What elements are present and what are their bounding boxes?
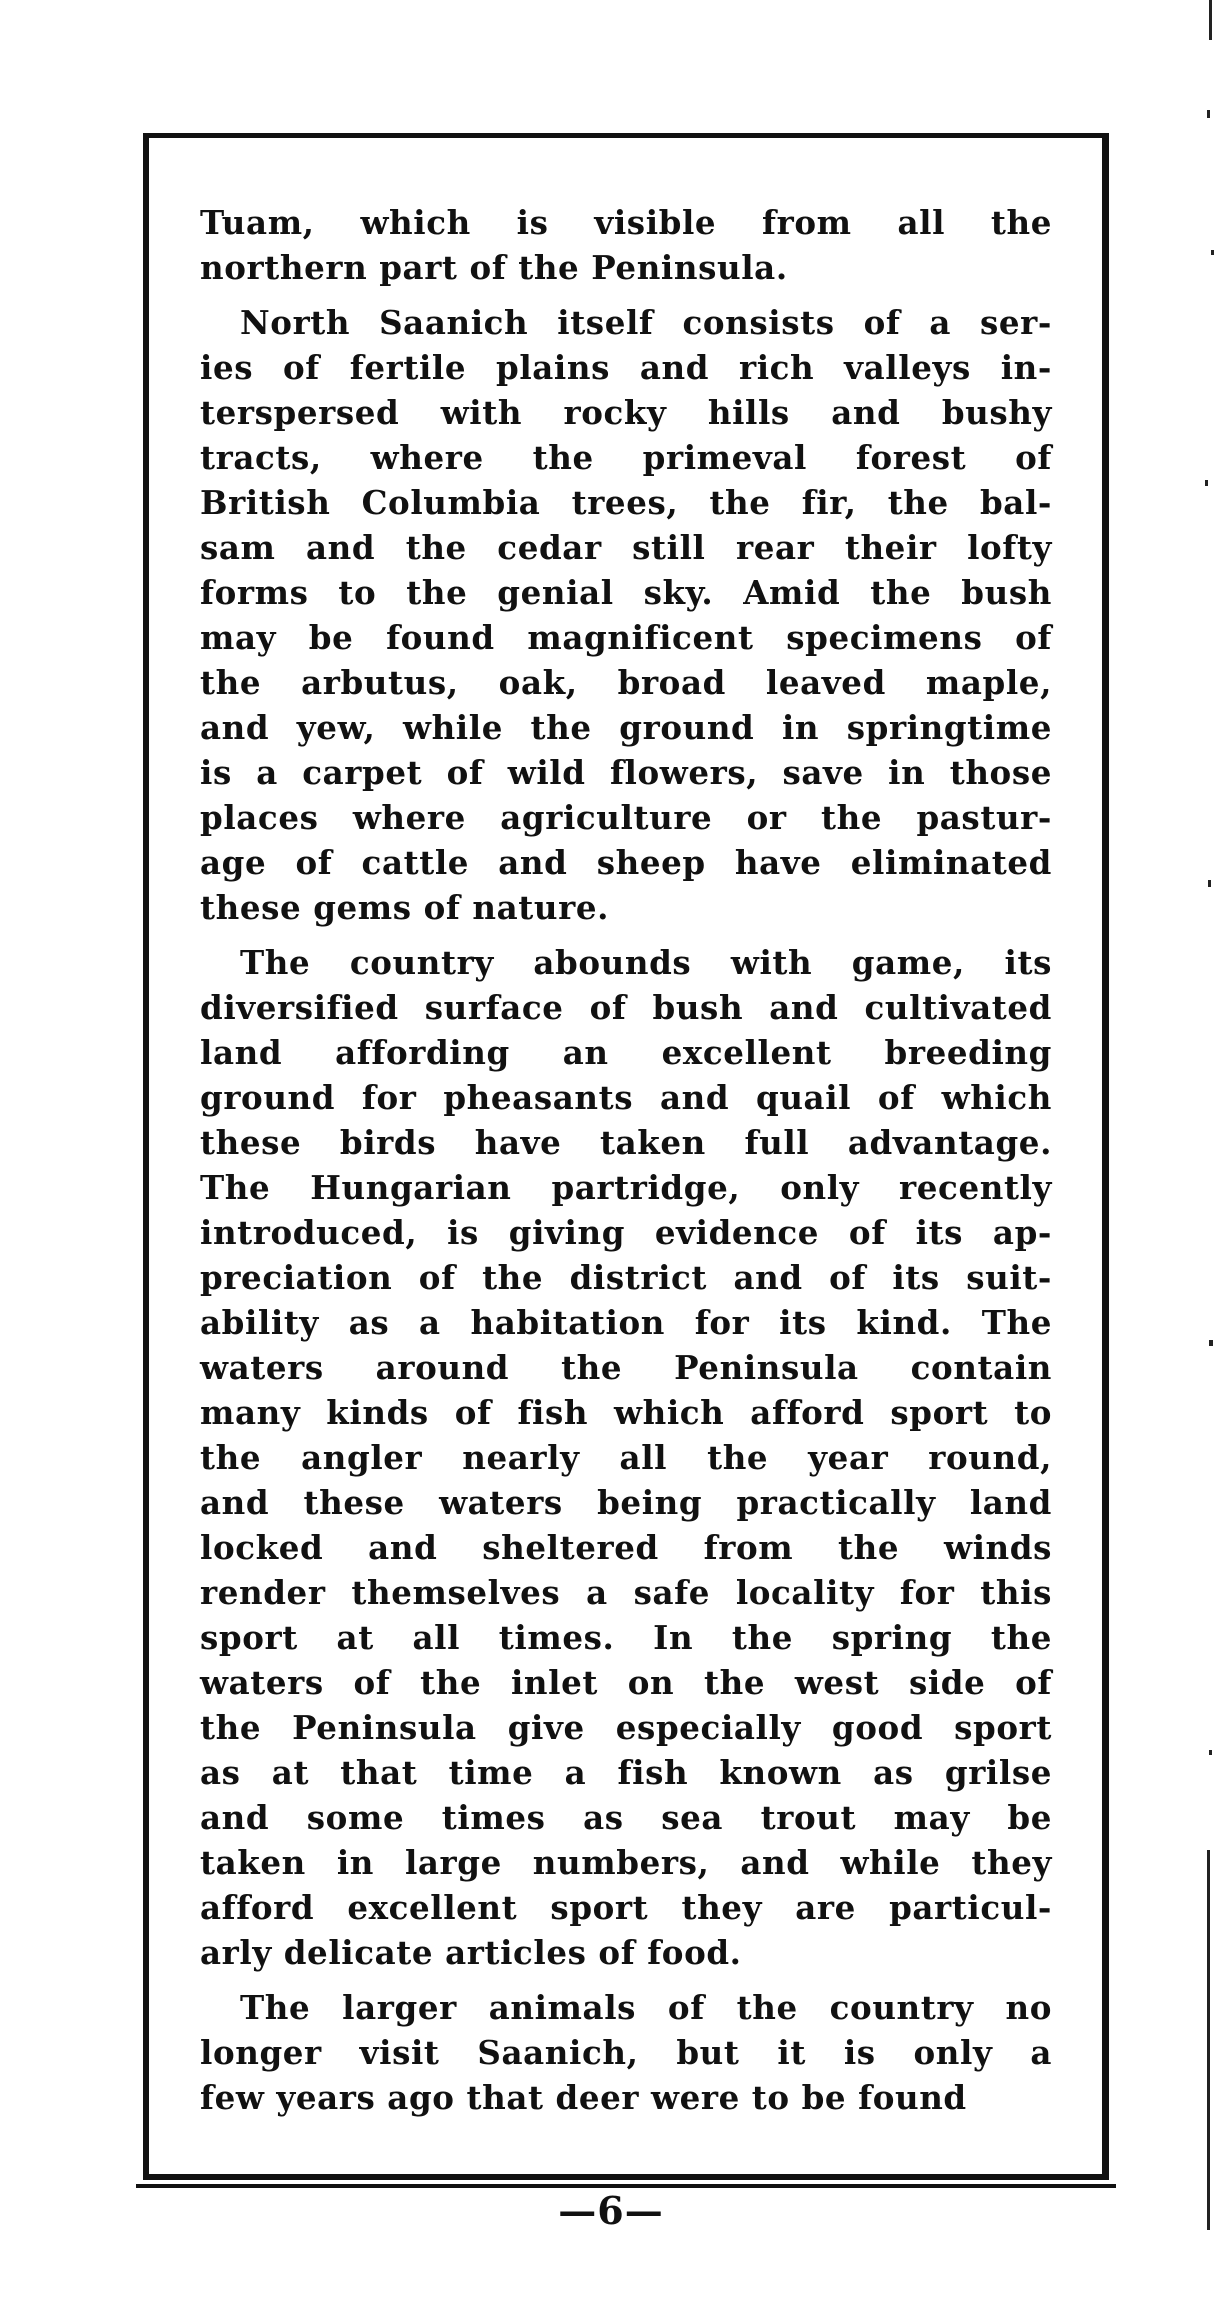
- text-line: age of cattle and sheep have eliminated: [200, 843, 1052, 882]
- text-line: the Peninsula give especially good sport: [200, 1708, 1052, 1747]
- text-line: the arbutus, oak, broad leaved maple,: [200, 663, 1052, 702]
- text-line: ies of fertile plains and rich valleys in-: [200, 348, 1052, 387]
- text-line: is a carpet of wild flowers, save in those: [200, 753, 1052, 792]
- body-text: [200, 200, 1052, 2130]
- text-line: these gems of nature.: [200, 888, 610, 927]
- text-line: and these waters being practically land: [200, 1483, 1052, 1522]
- text-line: and yew, while the ground in springtime: [200, 708, 1052, 747]
- text-line: forms to the genial sky. Amid the bush: [200, 573, 1052, 612]
- text-line: and some times as sea trout may be: [200, 1798, 1052, 1837]
- text-line: few years ago that deer were to be found: [200, 2078, 967, 2117]
- paragraph: [200, 300, 1052, 930]
- text-line: many kinds of fish which afford sport to: [200, 1393, 1052, 1432]
- paragraph: [200, 200, 1052, 290]
- text-line: render themselves a safe locality for this: [200, 1573, 1052, 1612]
- text-line: ability as a habitation for its kind. The: [200, 1303, 1052, 1342]
- text-line: these birds have taken full advantage.: [200, 1123, 1052, 1162]
- text-line: The country abounds with game, its: [240, 943, 1052, 982]
- text-line: sport at all times. In the spring the: [200, 1618, 1052, 1657]
- text-line: longer visit Saanich, but it is only a: [200, 2033, 1052, 2072]
- text-line: waters of the inlet on the west side of: [200, 1663, 1052, 1702]
- text-line: introduced, is giving evidence of its ap-: [200, 1213, 1052, 1252]
- text-line: as at that time a fish known as grilse: [200, 1753, 1052, 1792]
- text-line: tracts, where the primeval forest of: [200, 438, 1052, 477]
- text-line: ground for pheasants and quail of which: [200, 1078, 1052, 1117]
- text-line: afford excellent sport they are particul-: [200, 1888, 1052, 1927]
- text-line: land affording an excellent breeding: [200, 1033, 1052, 1072]
- text-line: places where agriculture or the pastur-: [200, 798, 1052, 837]
- text-line: British Columbia trees, the fir, the bal-: [200, 483, 1052, 522]
- page-number: —6—: [558, 2188, 664, 2233]
- text-line: may be found magnificent specimens of: [200, 618, 1052, 657]
- text-line: terspersed with rocky hills and bushy: [200, 393, 1052, 432]
- text-line: locked and sheltered from the winds: [200, 1528, 1052, 1567]
- paragraph: [200, 940, 1052, 1975]
- text-line: preciation of the district and of its suit-: [200, 1258, 1052, 1297]
- text-line: taken in large numbers, and while they: [200, 1843, 1052, 1882]
- text-line: North Saanich itself consists of a ser-: [240, 303, 1052, 342]
- text-line: waters around the Peninsula contain: [200, 1348, 1052, 1387]
- text-line: Tuam, which is visible from all the: [200, 203, 1052, 242]
- text-line: The larger animals of the country no: [240, 1988, 1052, 2027]
- text-line: northern part of the Peninsula.: [200, 248, 788, 287]
- text-line: sam and the cedar still rear their lofty: [200, 528, 1052, 567]
- scan-edge-marks: [1192, 0, 1222, 2302]
- text-line: diversified surface of bush and cultivated: [200, 988, 1052, 1027]
- text-line: arly delicate articles of food.: [200, 1933, 742, 1972]
- text-line: The Hungarian partridge, only recently: [200, 1168, 1052, 1207]
- text-line: the angler nearly all the year round,: [200, 1438, 1052, 1477]
- paragraph: [200, 1985, 1052, 2120]
